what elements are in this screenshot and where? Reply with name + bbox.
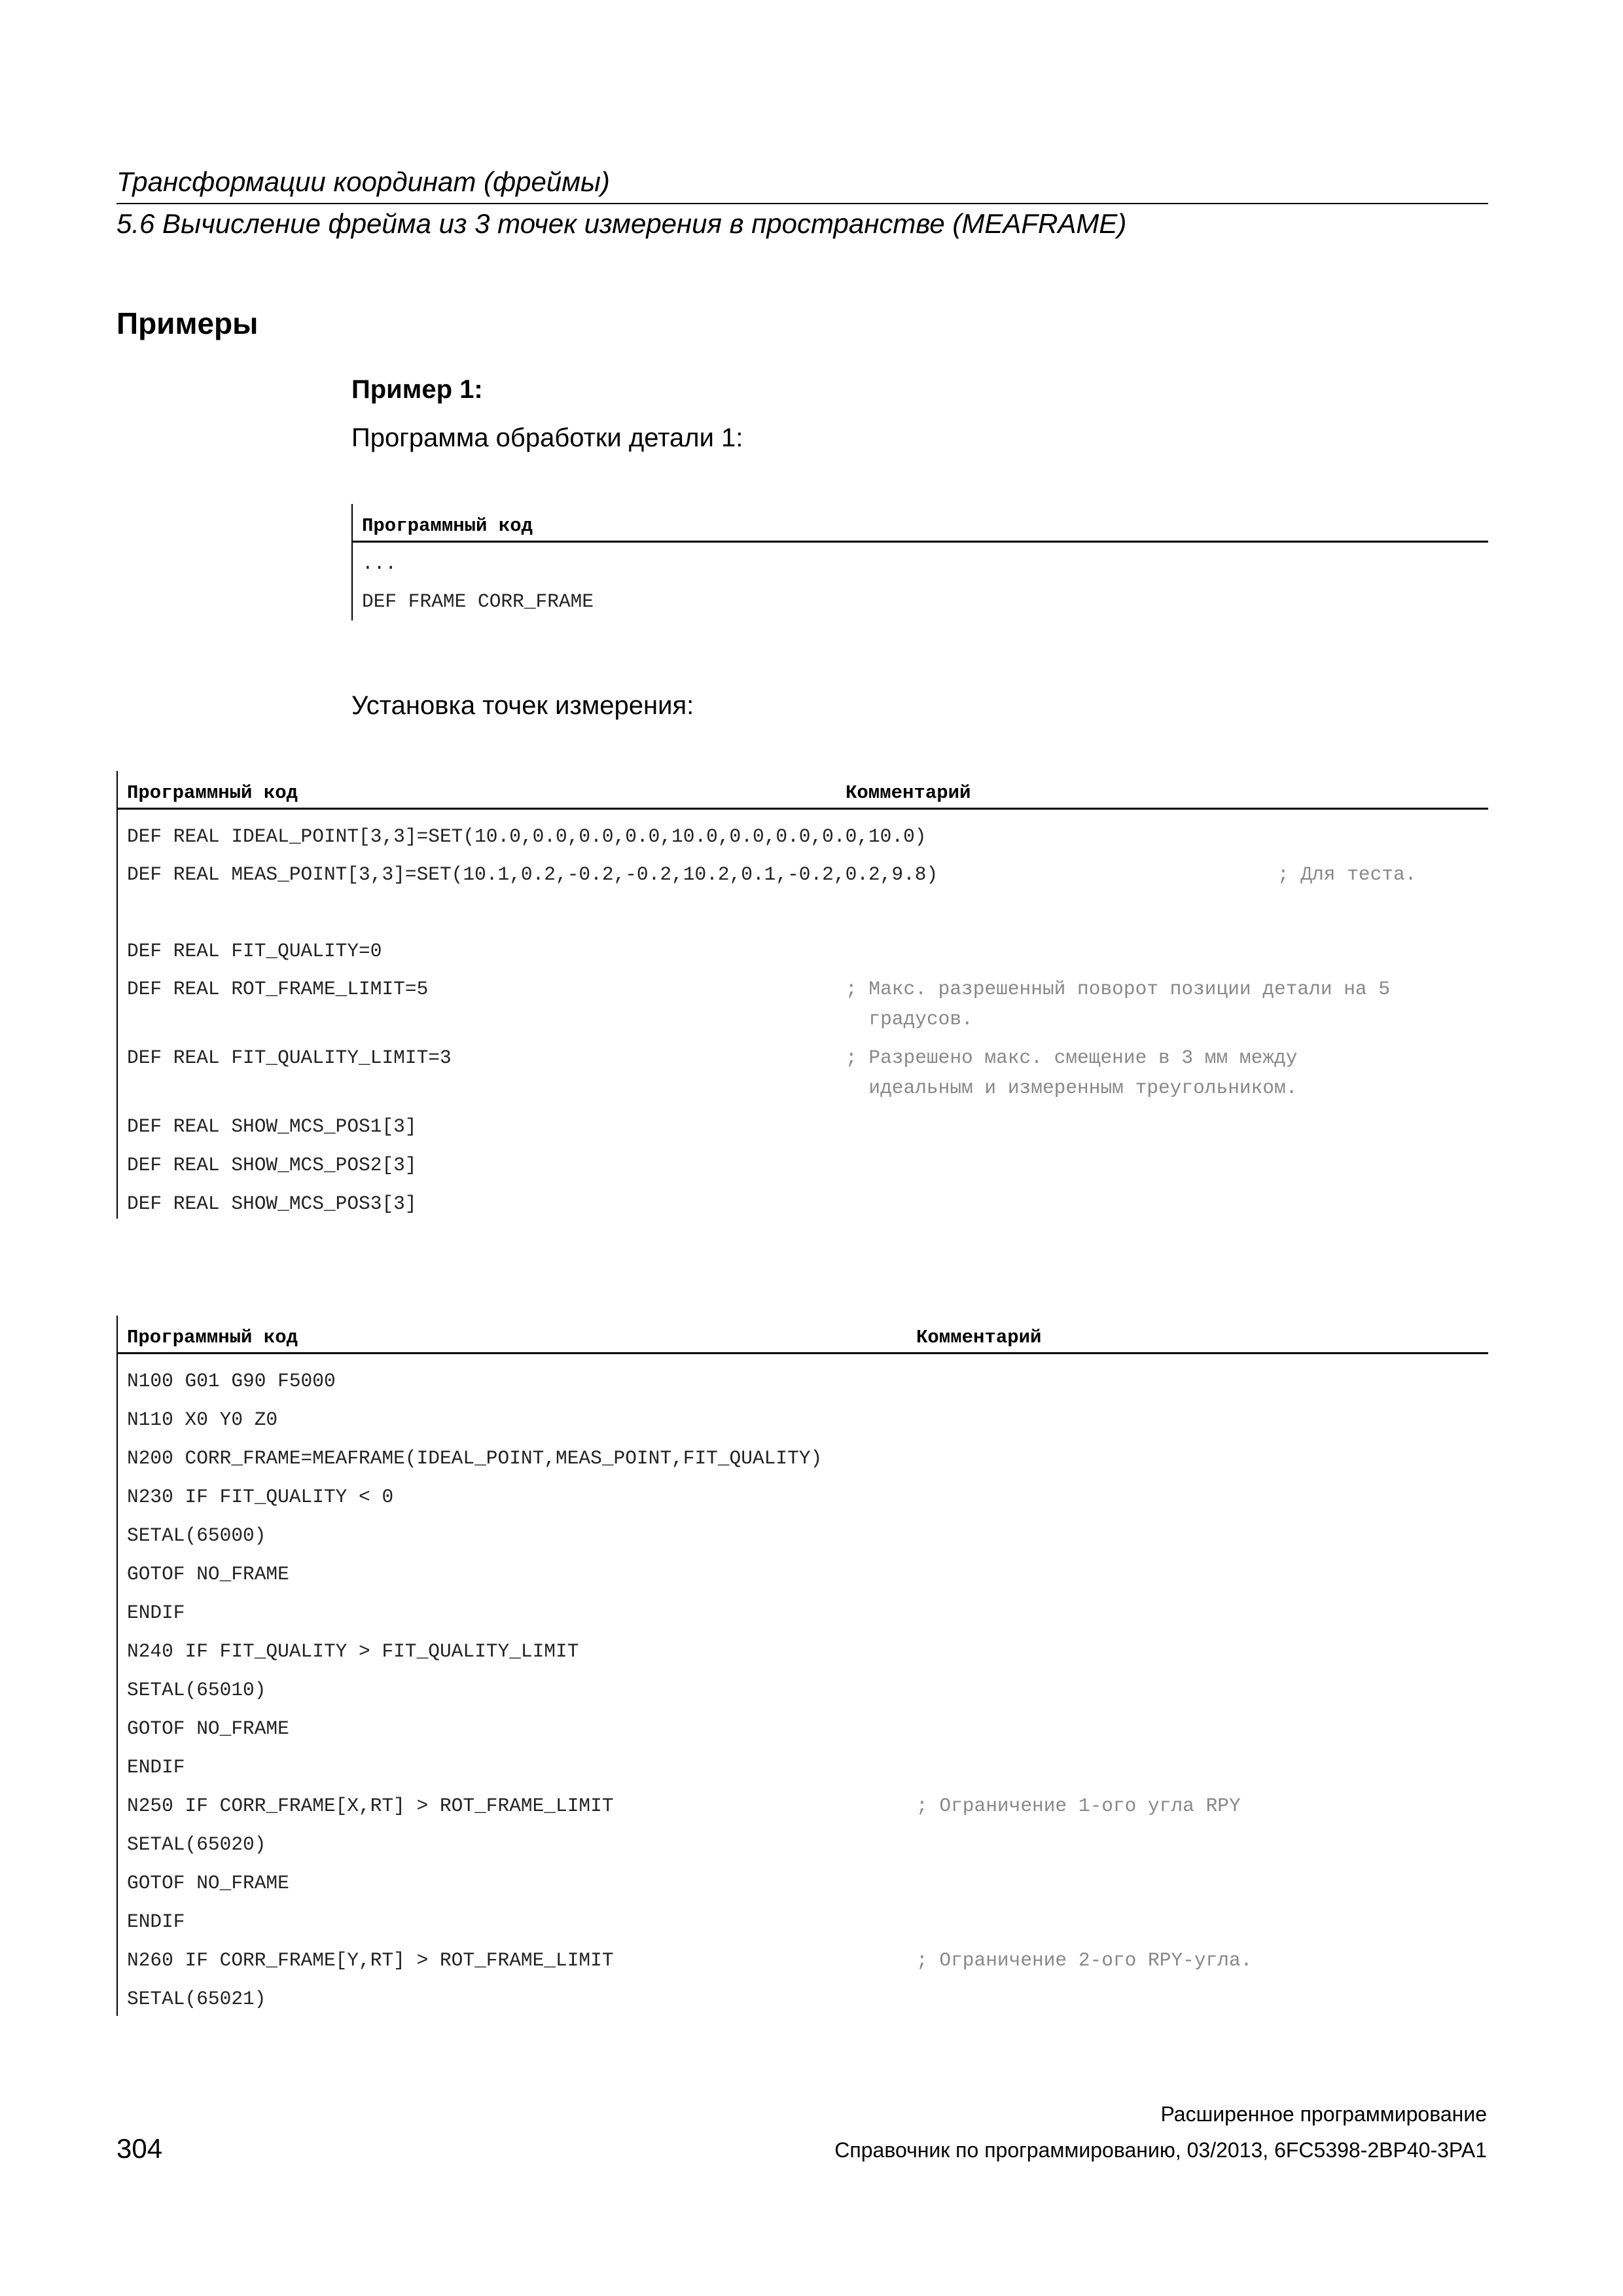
code-line: N230 IF FIT_QUALITY < 0: [127, 1486, 394, 1508]
code-line: DEF FRAME CORR_FRAME: [362, 590, 594, 613]
code-column-header: Программный код: [127, 782, 298, 804]
code-line: DEF REAL ROT_FRAME_LIMIT=5: [127, 978, 429, 1000]
footer-title: Расширенное программирование: [1160, 2102, 1487, 2126]
code-line: ENDIF: [127, 1602, 185, 1624]
code-line: SETAL(65020): [127, 1833, 266, 1856]
code-column-header: Программный код: [362, 515, 533, 537]
comment-column-header: Комментарий: [846, 782, 971, 804]
code-line: SETAL(65010): [127, 1679, 266, 1701]
code-line: DEF REAL SHOW_MCS_POS1[3]: [127, 1115, 417, 1138]
code-table-1: [351, 504, 1488, 620]
code-line: ENDIF: [127, 1910, 185, 1933]
code-comment: ; Макс. разрешенный поворот позиции детали на 5: [846, 978, 1391, 1000]
code-comment: ; Разрешено макс. смещение в 3 мм между: [846, 1047, 1298, 1069]
code-line: GOTOF NO_FRAME: [127, 1872, 289, 1894]
code-comment: ; Ограничение 2-ого RPY-угла.: [916, 1949, 1253, 1971]
code-line: GOTOF NO_FRAME: [127, 1563, 289, 1585]
code-comment: градусов.: [846, 1008, 973, 1030]
code-line: DEF REAL SHOW_MCS_POS2[3]: [127, 1154, 417, 1176]
running-header-section: 5.6 Вычисление фрейма из 3 точек измерения в пространстве (MEAFRAME): [116, 208, 1127, 239]
code-line: ...: [362, 552, 397, 575]
code-line: N260 IF CORR_FRAME[Y,RT] > ROT_FRAME_LIMIT: [127, 1949, 614, 1971]
code-table-2: [116, 771, 1488, 1219]
code-line: N240 IF FIT_QUALITY > FIT_QUALITY_LIMIT: [127, 1640, 579, 1662]
code-table-3: [116, 1316, 1488, 2016]
header-divider: [116, 203, 1488, 204]
code-column-header: Программный код: [127, 1327, 298, 1348]
page-number: 304: [116, 2133, 163, 2164]
code-line: N110 X0 Y0 Z0: [127, 1408, 278, 1431]
code-line: DEF REAL FIT_QUALITY=0: [127, 940, 382, 962]
code-table-header: [118, 1316, 1488, 1354]
code-line: SETAL(65000): [127, 1524, 266, 1547]
code-line: N100 G01 G90 F5000: [127, 1370, 336, 1392]
running-header-chapter: Трансформации координат (фреймы): [116, 166, 610, 197]
example-1-intro: Программа обработки детали 1:: [351, 423, 743, 452]
examples-heading: Примеры: [116, 306, 259, 340]
code-line: DEF REAL MEAS_POINT[3,3]=SET(10.1,0.2,-0.2,-0.2,10.2,0.1,-0.2,0.2,9.8): [127, 863, 938, 886]
code-line: N250 IF CORR_FRAME[X,RT] > ROT_FRAME_LIMIT: [127, 1795, 614, 1817]
code-line: ENDIF: [127, 1756, 185, 1778]
code-table-header: [353, 504, 1488, 543]
footer-reference: Справочник по программированию, 03/2013, 6FC5398-2BP40-3PA1: [834, 2138, 1487, 2162]
code-comment: идеальным и измеренным треугольником.: [846, 1077, 1298, 1099]
code-line: DEF REAL FIT_QUALITY_LIMIT=3: [127, 1047, 452, 1069]
setup-label: Установка точек измерения:: [351, 691, 694, 720]
code-line: N200 CORR_FRAME=MEAFRAME(IDEAL_POINT,MEAS_POINT,FIT_QUALITY): [127, 1447, 823, 1469]
code-line: DEF REAL IDEAL_POINT[3,3]=SET(10.0,0.0,0.0,0.0,10.0,0.0,0.0,0.0,10.0): [127, 825, 927, 848]
code-line: SETAL(65021): [127, 1988, 266, 2010]
code-table-header: [118, 771, 1488, 810]
example-1-heading: Пример 1:: [351, 375, 483, 404]
code-comment: ; Для теста.: [1277, 863, 1417, 886]
code-comment: ; Ограничение 1-ого угла RPY: [916, 1795, 1241, 1817]
comment-column-header: Комментарий: [916, 1327, 1042, 1348]
code-line: DEF REAL SHOW_MCS_POS3[3]: [127, 1193, 417, 1215]
code-line: GOTOF NO_FRAME: [127, 1717, 289, 1740]
